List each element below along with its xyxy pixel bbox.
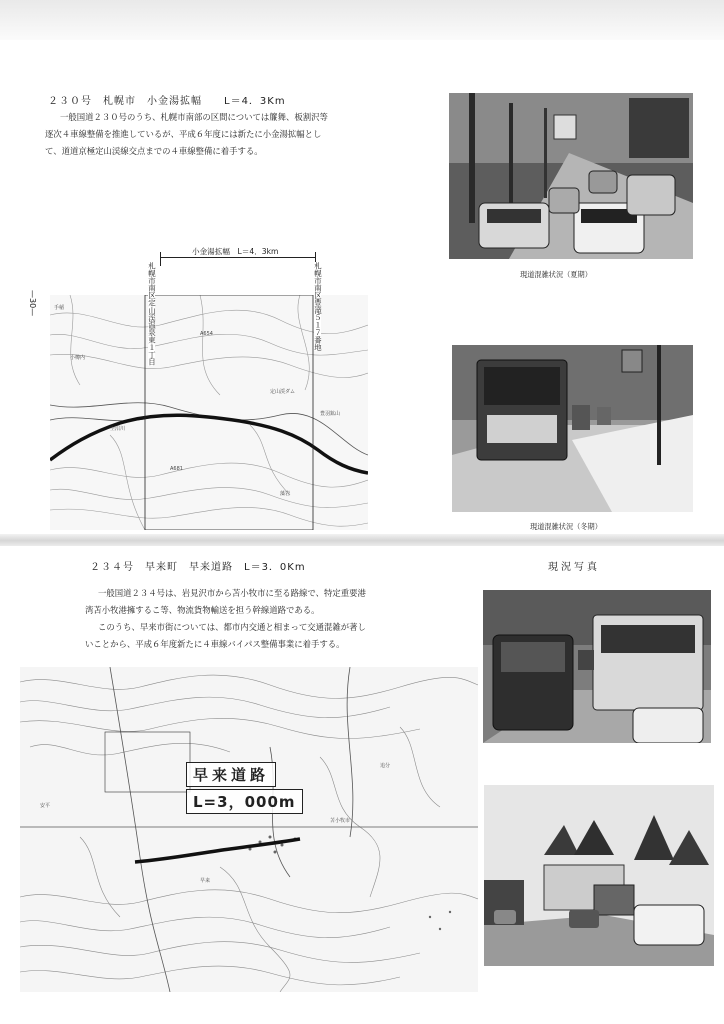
svg-text:小樽内: 小樽内 (70, 355, 86, 361)
svg-text:手稲: 手稲 (54, 305, 65, 311)
topographic-map (20, 667, 478, 992)
section-230-heading: ２３０号 札幌市 小金湯拡幅 L＝4．3Km (48, 96, 286, 107)
svg-text:A654: A654 (200, 331, 213, 337)
map-road-length-box: L=3，000m (186, 789, 303, 814)
paragraph-line: て、道道京極定山渓線交点までの４車線整備に着手する。 (45, 146, 263, 156)
paragraph-line: いことから、平成６年度新たに４車線バイパス整備事業に着手する。 (85, 639, 345, 649)
photos-section-label: 現況写真 (548, 562, 600, 573)
section-234-heading: ２３４号 早来町 早来道路 L＝3．0Km (90, 562, 306, 573)
map-extent-left-tick (160, 252, 161, 266)
svg-text:空沼川: 空沼川 (110, 426, 126, 432)
photo-summer-traffic (449, 93, 693, 259)
photo-hayakita-traffic-2 (484, 785, 714, 966)
paragraph-line: 一般国道２３４号は、岩見沢市から苫小牧市に至る路線で、特定重要港 (98, 588, 366, 598)
map-road-name-box: 早来道路 (186, 762, 276, 787)
svg-text:追分: 追分 (380, 763, 391, 769)
map-extent-label: 小金湯拡幅 L＝4．3km (192, 247, 279, 256)
section-234-map (20, 667, 478, 992)
photo-hayakita-traffic-1 (483, 590, 711, 743)
photo-summer-caption: 現道混雑状況（夏期） (520, 270, 592, 279)
photo-winter-traffic (452, 345, 693, 512)
paragraph-line: 逐次４車線整備を推進しているが、平成６年度には新たに小金湯拡幅とし (45, 129, 322, 139)
map-end-label: 札幌市南区豊滝５１７番地 (313, 262, 323, 351)
svg-text:苫小牧市: 苫小牧市 (330, 818, 351, 824)
page-divider (0, 534, 724, 546)
map-start-label: 札幌市南区定山渓温泉東１丁目 (147, 262, 157, 366)
svg-text:早来: 早来 (200, 878, 211, 884)
photo-winter-caption: 現道混雑状況（冬期） (530, 522, 602, 531)
scan-edge (0, 0, 724, 40)
svg-text:定山渓ダム: 定山渓ダム (270, 389, 296, 395)
paragraph-line: 一般国道２３０号のうち、札幌市南部の区間については簾舞、板割沢等 (60, 112, 328, 122)
paragraph-line: このうち、早来市街については、都市内交通と相まって交通混雑が著し (98, 622, 366, 632)
page-number-30: —30— (28, 290, 37, 317)
map-extent-line (160, 257, 316, 258)
paragraph-line: 湾苫小牧港擁するこ等、物流貨物輸送を担う幹線道路である。 (85, 605, 320, 615)
svg-text:豊羽鉱山: 豊羽鉱山 (320, 411, 341, 417)
svg-text:安平: 安平 (40, 803, 51, 809)
svg-text:藻岩: 藻岩 (280, 491, 291, 497)
svg-text:A681: A681 (170, 466, 183, 472)
